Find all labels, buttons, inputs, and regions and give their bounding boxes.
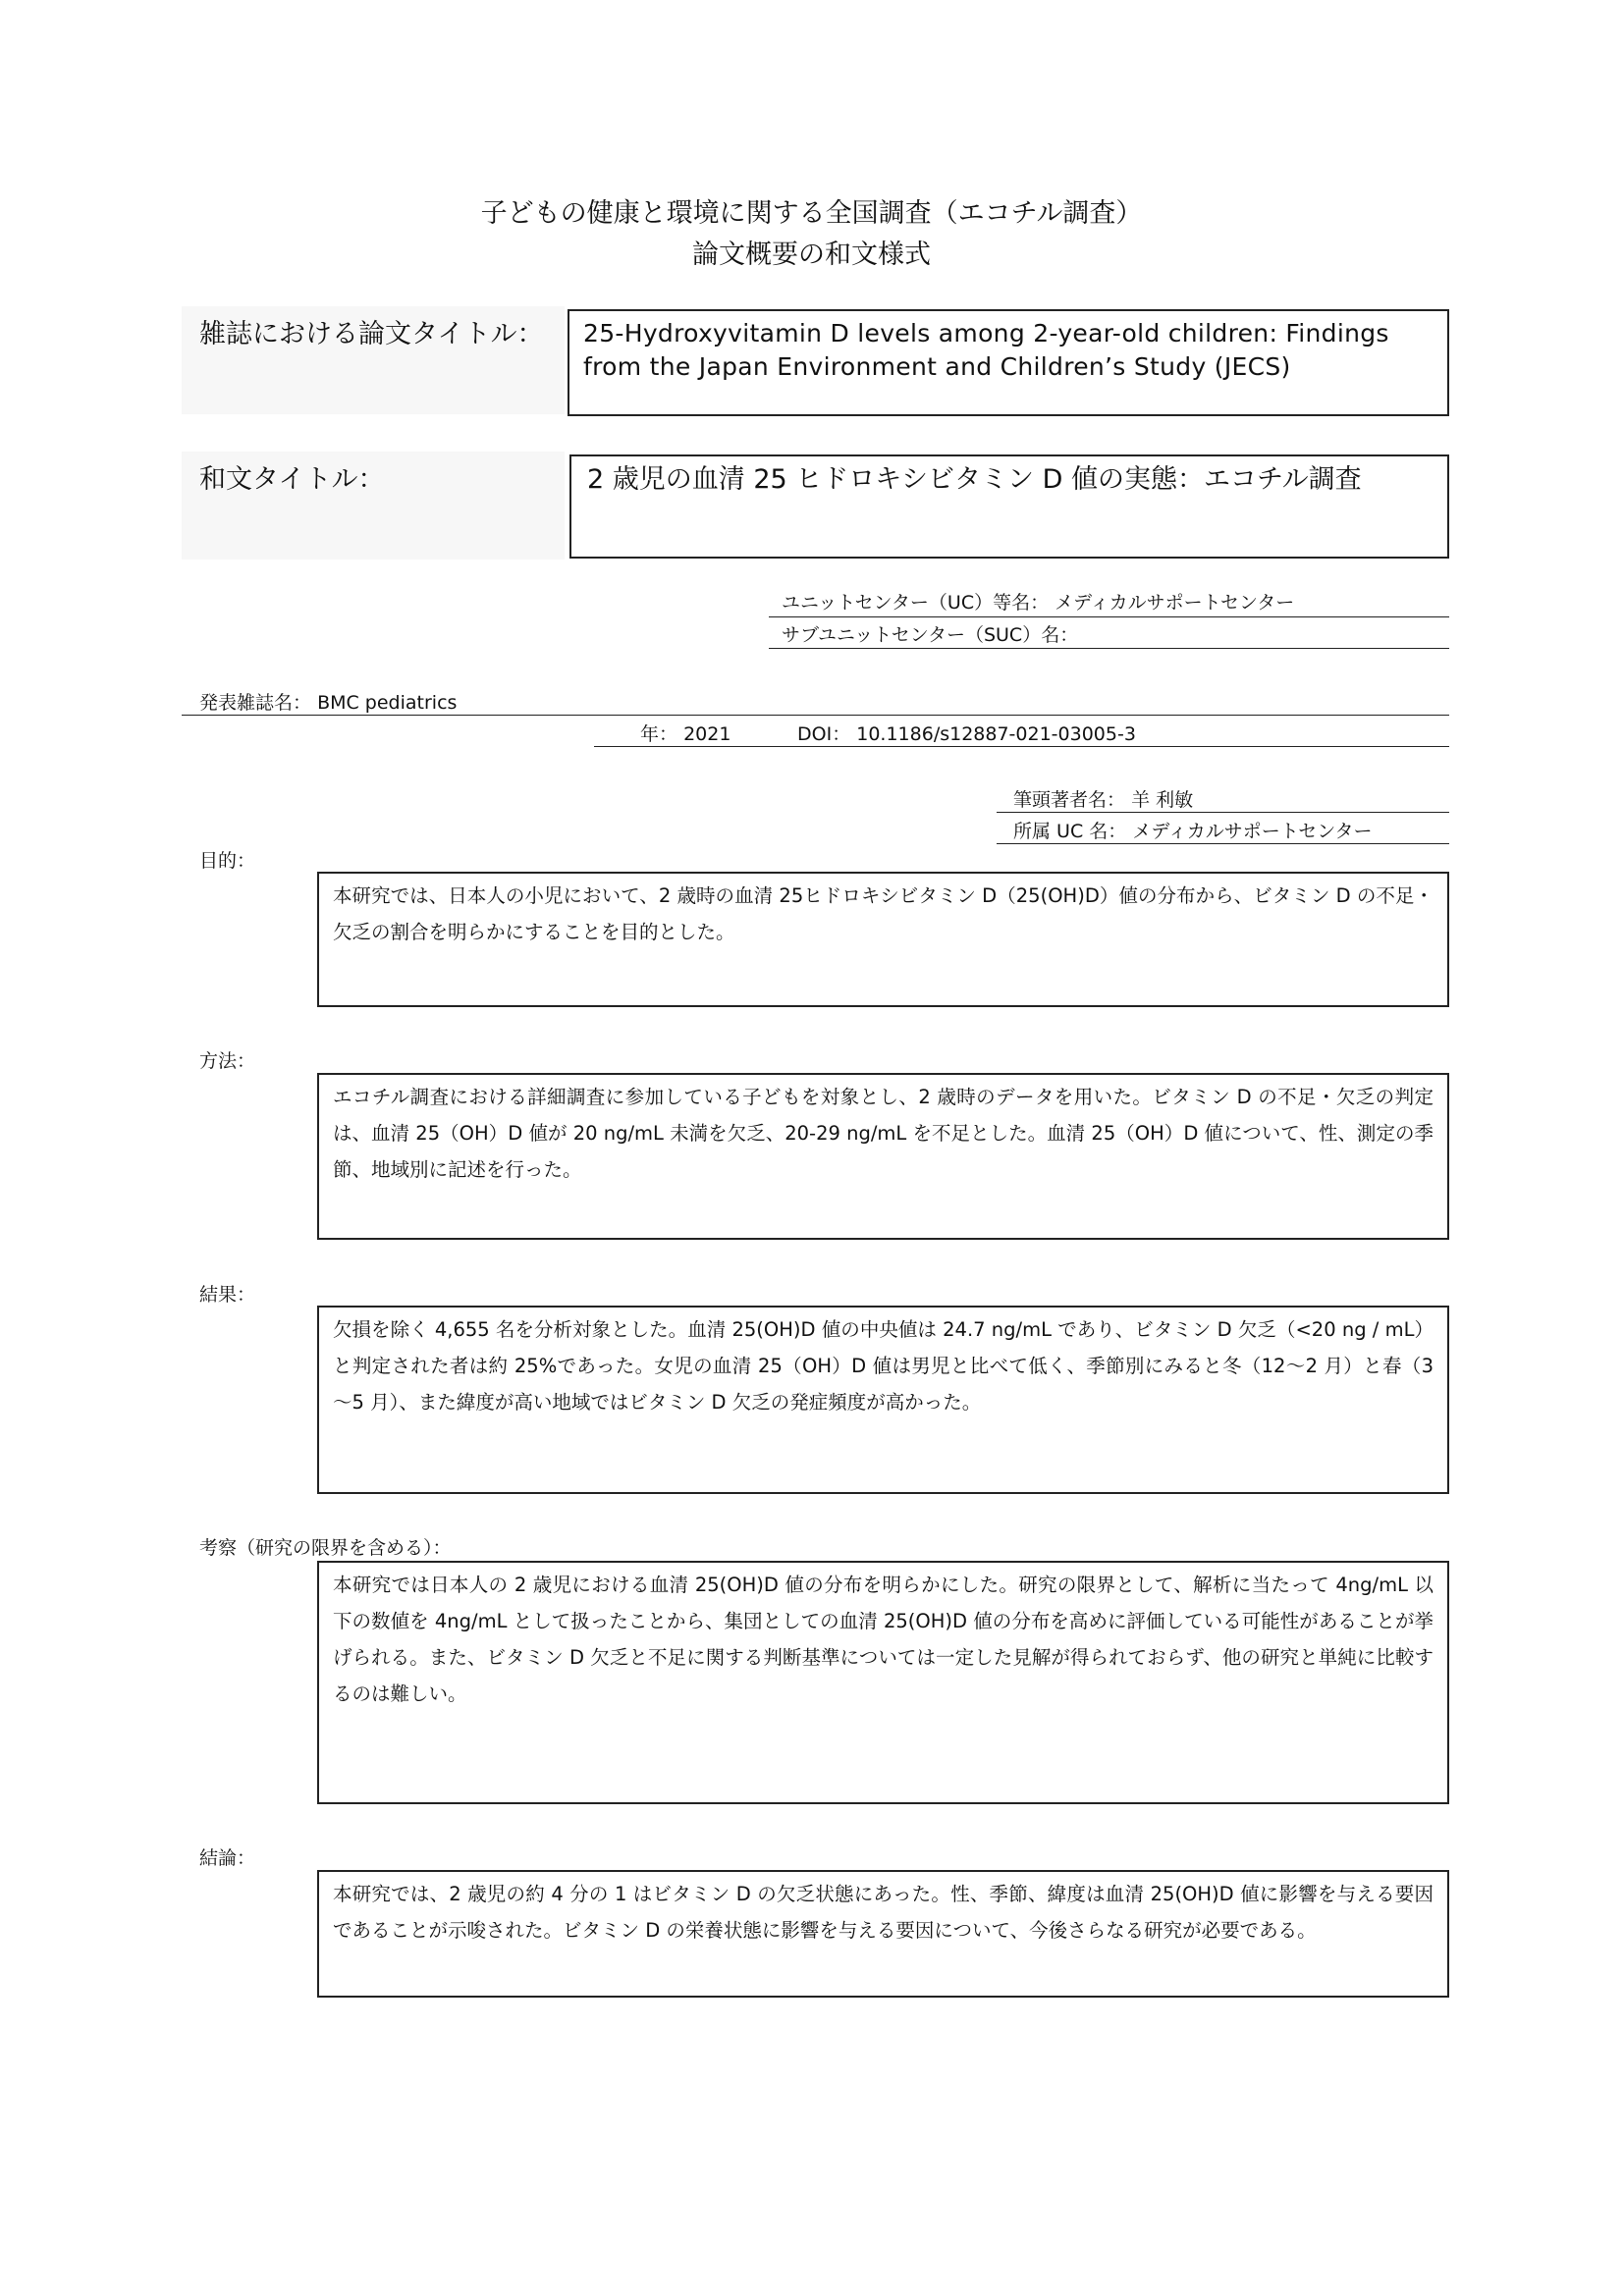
purpose-box [317,872,1449,1007]
method-text: エコチル調査における詳細調査に参加している子どもを対象とし、2 歳時のデータを用いた。ビタミン D の不足・欠乏の判定は、血清 25（OH）D 値が 20 ng/mL 未満を欠乏、20-29 ng/mL を不足とした。血清 25（OH）D 値について、性、測定の季節、地域別に記述を行った。 [333,1086,1434,1181]
first-author-rule [997,812,1449,813]
first-author-value: 羊 利敏 [1131,789,1194,811]
discussion-text: 本研究では日本人の 2 歳児における血清 25(OH)D 値の分布を明らかにした。研究の限界として、解析に当たって 4ng/mL 以下の数値を 4ng/mL として扱ったことから、集団としての血清 25(OH)D 値の分布を高めに評価している可能性があることが挙げられる。また、ビタミン D 欠乏と不足に関する判断基準については一定した見解が得られておらず、他の研究と単純に比較するのは難しい。 [333,1574,1434,1705]
journal-name-row [199,688,457,715]
unit-center-label: ユニットセンター（UC）等名： [782,592,1050,614]
japanese-title-value: 2 歳児の血清 25 ヒドロキシビタミン D 値の実態：エコチル調査 [587,464,1362,495]
journal-title-label: 雑誌における論文タイトル： [199,319,544,349]
sub-unit-center-label: サブユニットセンター（SUC）名： [782,624,1079,646]
purpose-label: 目的： [199,850,256,872]
doi-label: DOI： [797,723,851,745]
discussion-box [317,1561,1449,1804]
first-author-row [1013,785,1193,812]
journal-title-value: 25-Hydroxyvitamin D levels among 2-year-old children: Findings from the Japan Environment and Children’s Study (JECS) [583,319,1389,381]
japanese-title-label: 和文タイトル： [199,464,385,495]
year-doi-rule [594,746,1449,747]
page-subtitle: 論文概要の和文様式 [692,240,931,270]
conclusion-box [317,1870,1449,1998]
result-box [317,1306,1449,1494]
method-box [317,1073,1449,1240]
journal-name-label: 発表雑誌名： [199,692,312,714]
affiliation-value: メディカルサポートセンター [1132,821,1373,842]
discussion-label: 考察（研究の限界を含める）： [199,1537,452,1559]
conclusion-label: 結論： [199,1847,256,1869]
purpose-text: 本研究では、日本人の小児において、2 歳時の血清 25ヒドロキシビタミン D（25(OH)D）値の分布から、ビタミン D の不足・欠乏の割合を明らかにすることを目的とした。 [333,884,1434,943]
unit-center-value: メディカルサポートセンター [1055,592,1295,614]
affiliation-rule [997,843,1449,844]
doi-value: 10.1186/s12887-021-03005-3 [856,723,1136,745]
affiliation-row [1013,817,1372,843]
unit-center-row [782,588,1294,614]
year-row [640,720,730,746]
first-author-label: 筆頭著者名： [1013,789,1126,811]
year-value: 2021 [683,723,731,745]
conclusion-text: 本研究では、2 歳児の約 4 分の 1 はビタミン D の欠乏状態にあった。性、季節、緯度は血清 25(OH)D 値に影響を与える要因であることが示唆された。ビタミン D の栄養状態に影響を与える要因について、今後さらなる研究が必要である。 [333,1883,1434,1942]
result-text: 欠損を除く 4,655 名を分析対象とした。血清 25(OH)D 値の中央値は 24.7 ng/mL であり、ビタミン D 欠乏（<20 ng / mL）と判定された者は約 25%であった。女児の血清 25（OH）D 値は男児と比べて低く、季節別にみると冬（12～2 月）と春（3～5 月）、また緯度が高い地域ではビタミン D 欠乏の発症頻度が高かった。 [333,1318,1434,1414]
unit-center-rule [769,616,1449,617]
japanese-title-box [569,454,1449,559]
journal-name-value: BMC pediatrics [317,692,458,714]
year-label: 年： [640,723,678,745]
method-label: 方法： [199,1050,256,1072]
journal-title-box [568,309,1449,416]
page-title: 子どもの健康と環境に関する全国調査（エコチル調査） [480,198,1143,229]
doi-row [797,720,1136,746]
sub-unit-center-row [782,620,1078,647]
journal-name-rule [182,715,1449,716]
affiliation-label: 所属 UC 名： [1013,821,1127,842]
sub-unit-center-rule [769,648,1449,649]
result-label: 結果： [199,1284,256,1306]
